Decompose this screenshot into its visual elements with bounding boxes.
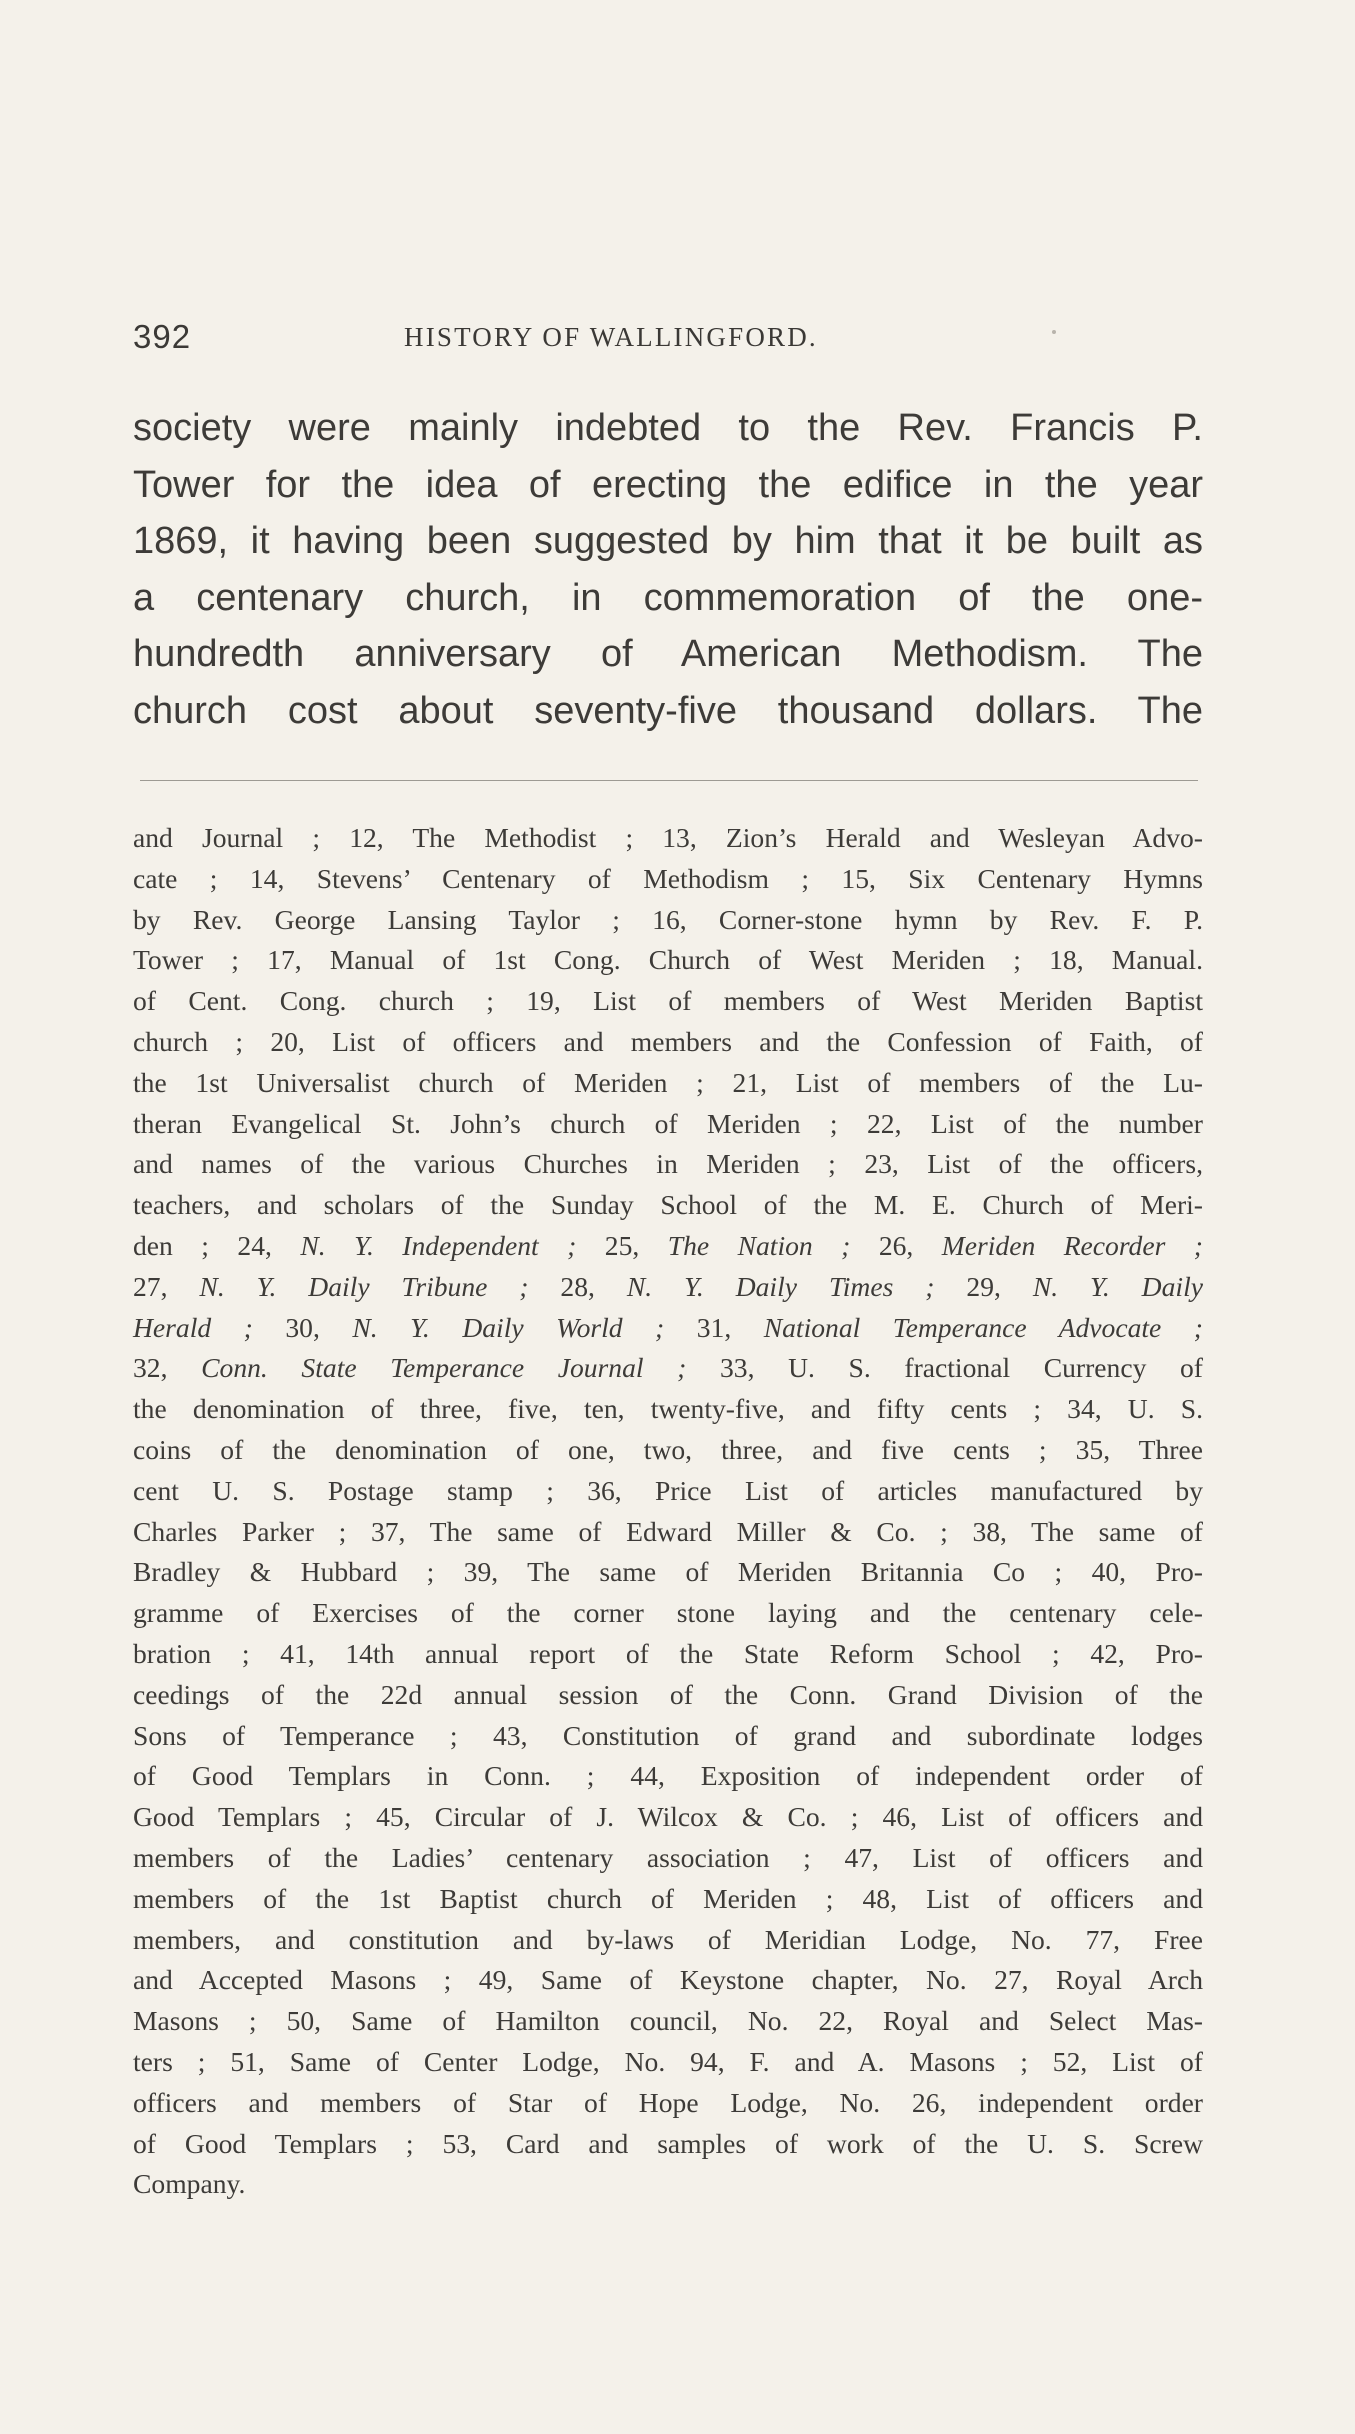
print-speck (1052, 330, 1056, 334)
footnote-divider (140, 780, 1198, 781)
footnote-line (133, 1716, 1203, 1757)
footnote-text: officers and members of Star of Hope Lodge, No. 26, independent order (133, 2086, 1203, 2118)
footnote-text: and Accepted Masons ; 49, Same of Keystone chapter, No. 27, Royal Arch (133, 1964, 1203, 1996)
body-line: a centenary church, in commemoration of the one- (133, 576, 1203, 619)
footnote-line (133, 900, 1203, 941)
footnote-text: and names of the various Churches in Meriden ; 23, List of the officers, (133, 1148, 1203, 1180)
footnote-line (133, 2124, 1203, 2165)
footnote-text: 25, (576, 1229, 668, 1261)
footnote-line (133, 1348, 1203, 1389)
footnote-text: members, and constitution and by-laws of Meridian Lodge, No. 77, Free (133, 1923, 1203, 1955)
footnote-text: ters ; 51, Same of Center Lodge, No. 94, F. and A. Masons ; 52, List of (133, 2045, 1203, 2077)
footnote-text: and Journal ; 12, The Methodist ; 13, Zion’s Herald and Wesleyan Advo- (133, 822, 1203, 853)
footnote-line (133, 940, 1203, 981)
footnote-text: 31, (664, 1311, 764, 1343)
footnote-line (133, 1552, 1203, 1593)
footnote-text: teachers, and scholars of the Sunday School of the M. E. Church of Meri- (133, 1189, 1203, 1221)
body-line: church cost about seventy-five thousand dollars. The (133, 689, 1203, 732)
footnote-text: Tower ; 17, Manual of 1st Cong. Church of West Meriden ; 18, Manual. (133, 944, 1203, 976)
body-line: hundredth anniversary of American Methodism. The (133, 633, 1203, 676)
footnote-text: church ; 20, List of officers and members and the Confession of Faith, of (133, 1025, 1203, 1057)
footnote-text: gramme of Exercises of the corner stone laying and the centenary cele- (133, 1597, 1203, 1629)
running-title: HISTORY OF WALLINGFORD. (404, 322, 818, 352)
footnote-text: 30, (252, 1311, 353, 1343)
body-line: society were mainly indebted to the Rev. Francis P. (133, 407, 1203, 449)
footnote-text: 29, (934, 1270, 1033, 1302)
footnote-line (133, 1675, 1203, 1716)
footnote-line (133, 818, 1203, 859)
page-number: 392 (133, 318, 192, 355)
publication-title: The Nation ; (667, 1229, 851, 1261)
publication-title: Meriden Recorder ; (941, 1229, 1203, 1261)
footnote-line (133, 1838, 1203, 1879)
footnote-line (133, 1471, 1203, 1512)
footnote-line (133, 2042, 1203, 2083)
publication-title: N. Y. Daily (1032, 1270, 1203, 1302)
footnote-line (133, 859, 1203, 900)
body-line: 1869, it having been suggested by him that it be built as (133, 520, 1203, 563)
footnote-line (133, 1104, 1203, 1145)
footnote-line (133, 1063, 1203, 1104)
footnote-line (133, 1756, 1203, 1797)
publication-title: Herald ; (133, 1311, 253, 1343)
footnote-text: den ; 24, (133, 1229, 301, 1261)
footnote-line (133, 1960, 1203, 2001)
footnote-text: theran Evangelical St. John’s church of Meriden ; 22, List of the number (133, 1107, 1203, 1139)
footnote-text: Sons of Temperance ; 43, Constitution of grand and subordinate lodges (133, 1719, 1203, 1751)
publication-title: N. Y. Daily Tribune ; (199, 1270, 529, 1302)
footnote-line (133, 1512, 1203, 1553)
footnote-line (133, 981, 1203, 1022)
footnote-line (133, 1634, 1203, 1675)
footnote-line (133, 1920, 1203, 1961)
footnote-paragraph (133, 818, 1203, 2205)
publication-title: N. Y. Daily World ; (352, 1311, 665, 1343)
body-line: Tower for the idea of erecting the edifice in the year (133, 463, 1203, 506)
footnote-line (133, 1430, 1203, 1471)
footnote-text: of Good Templars ; 53, Card and samples of work of the U. S. Screw (133, 2127, 1203, 2159)
footnote-text: by Rev. George Lansing Taylor ; 16, Corner-stone hymn by Rev. F. P. (133, 903, 1203, 935)
footnote-line (133, 2164, 1203, 2205)
main-paragraph (133, 400, 1203, 740)
footnote-line (133, 1226, 1203, 1267)
publication-title: N. Y. Daily Times ; (626, 1270, 935, 1302)
footnote-line (133, 1797, 1203, 1838)
footnote-line (133, 1593, 1203, 1634)
footnote-line (133, 1389, 1203, 1430)
footnote-line (133, 1022, 1203, 1063)
footnote-text: the 1st Universalist church of Meriden ; 21, List of members of the Lu- (133, 1066, 1203, 1098)
footnote-line (133, 1879, 1203, 1920)
footnote-line (133, 2001, 1203, 2042)
footnote-text: the denomination of three, five, ten, twenty-five, and fifty cents ; 34, U. S. (133, 1393, 1203, 1425)
publication-title: Conn. State Temperance Journal ; (201, 1352, 687, 1384)
footnote-text: members of the 1st Baptist church of Meriden ; 48, List of officers and (133, 1882, 1203, 1914)
footnote-line (133, 1144, 1203, 1185)
footnote-text: Good Templars ; 45, Circular of J. Wilcox & Co. ; 46, List of officers and (133, 1801, 1203, 1833)
footnote-text: of Cent. Cong. church ; 19, List of members of West Meriden Baptist (133, 985, 1203, 1017)
footnote-text: cent U. S. Postage stamp ; 36, Price List of articles manufactured by (133, 1474, 1203, 1506)
footnote-text: Bradley & Hubbard ; 39, The same of Meriden Britannia Co ; 40, Pro- (133, 1556, 1203, 1588)
footnote-text: of Good Templars in Conn. ; 44, Exposition of independent order of (133, 1760, 1203, 1792)
footnote-line (133, 1267, 1203, 1308)
running-head (0, 318, 1355, 368)
footnote-text: members of the Ladies’ centenary association ; 47, List of officers and (133, 1841, 1203, 1873)
footnote-text: ceedings of the 22d annual session of the Conn. Grand Division of the (133, 1678, 1203, 1710)
footnote-text: 26, (850, 1229, 942, 1261)
publication-title: N. Y. Independent ; (300, 1229, 577, 1261)
footnote-text: Masons ; 50, Same of Hamilton council, No. 22, Royal and Select Mas- (133, 2005, 1203, 2037)
footnote-text: 27, (133, 1270, 200, 1302)
footnote-text: 28, (528, 1270, 627, 1302)
footnote-text: bration ; 41, 14th annual report of the State Reform School ; 42, Pro- (133, 1637, 1203, 1669)
footnote-text: Charles Parker ; 37, The same of Edward Miller & Co. ; 38, The same of (133, 1515, 1203, 1547)
footnote-line (133, 1308, 1203, 1349)
footnote-text: coins of the denomination of one, two, three, and five cents ; 35, Three (133, 1433, 1203, 1465)
footnote-line (133, 2083, 1203, 2124)
footnote-text: 32, (133, 1352, 202, 1384)
publication-title: National Temperance Advocate ; (763, 1311, 1203, 1343)
footnote-text: cate ; 14, Stevens’ Centenary of Methodism ; 15, Six Centenary Hymns (133, 862, 1203, 894)
footnote-text: Company. (133, 2168, 246, 2200)
footnote-line (133, 1185, 1203, 1226)
footnote-text: 33, U. S. fractional Currency of (686, 1352, 1204, 1384)
